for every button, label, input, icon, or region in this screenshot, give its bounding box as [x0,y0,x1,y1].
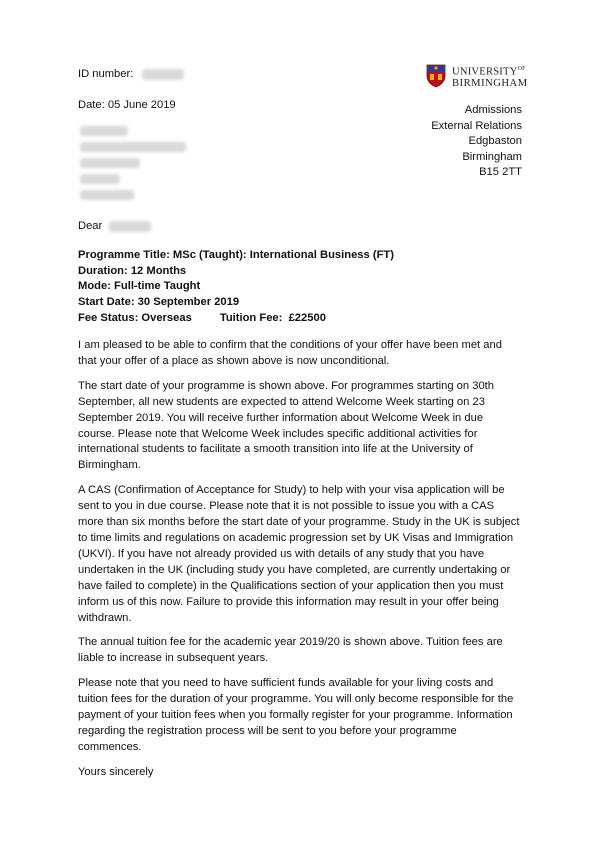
body-paragraph: Please note that you need to have sufficient funds available for your living costs and tuition fees for the duration of your programme. You will only become responsible for the payment of your tuition fees when you formally register for your programme. Information regarding the registration process will be sent to you before your programme commences. [78,677,514,753]
university-crest-icon [426,64,446,88]
closing: Yours sincerely [78,765,154,778]
address-line: Admissions [464,104,522,116]
fee-line [78,311,394,327]
redacted-id [142,69,184,80]
redacted-recipient-address [80,126,186,206]
programme-duration: Duration: 12 Months [78,264,187,277]
body-paragraph: The annual tuition fee for the academic year 2019/20 is shown above. Tuition fees are liable to increase in subsequent years. [78,636,503,665]
address-line: Birmingham [462,150,522,163]
fee-status: Fee Status: Overseas [78,311,192,324]
programme-mode: Mode: Full-time Taught [78,280,201,293]
id-number-line [78,66,184,82]
redacted-name [109,221,151,232]
programme-start-date: Start Date: 30 September 2019 [78,296,240,309]
address-line: B15 2TT [479,166,522,178]
address-line: Edgbaston [468,135,522,147]
salutation: Dear [78,218,151,234]
university-name: $UNIVERSITY^{OF}$ BIRMINGHAM [452,66,528,90]
address-line: External Relations [431,119,522,132]
letter-body [78,338,522,790]
programme-details [78,248,394,327]
programme-title: Programme Title: MSc (Taught): International Business (FT) [78,249,394,261]
sender-address [431,103,522,181]
body-paragraph: I am pleased to be able to confirm that the conditions of your offer have been met and that your offer of a place as shown above is now unconditional. [78,339,502,367]
body-paragraph: A CAS (Confirmation of Acceptance for Study) to help with your visa application will be sent to you in due course. Please note that it is not possible to issue you with a CAS more than six months before the start date of your programme. Study in the UK is subject to time limits and regulations on academic progression set by UK Visas and Immigration (UKVI). If you have not already provided us with details of any study that you have undertaken in the UK (including study you have completed, are currently undertaking or have failed to complete) in the Qualifications section of your application then you must inform us of this now. Failure to provide this information may result in your offer being withdrawn. [78,484,520,624]
tuition-fee: Tuition Fee: £22500 [219,311,326,324]
letter-date: Date: 05 June 2019 [78,99,176,111]
university-logo [426,62,536,92]
id-number-label: ID number: [78,68,134,80]
body-paragraph: The start date of your programme is shown above. For programmes starting on 30th September, all new students are expected to attend Welcome Week starting on 23 September 2019. You will receive further information about Welcome Week in due course. Please note that Welcome Week includes specific additional activities for international students to facilitate a smooth transition into life at the University of Birmingham. [78,379,494,472]
